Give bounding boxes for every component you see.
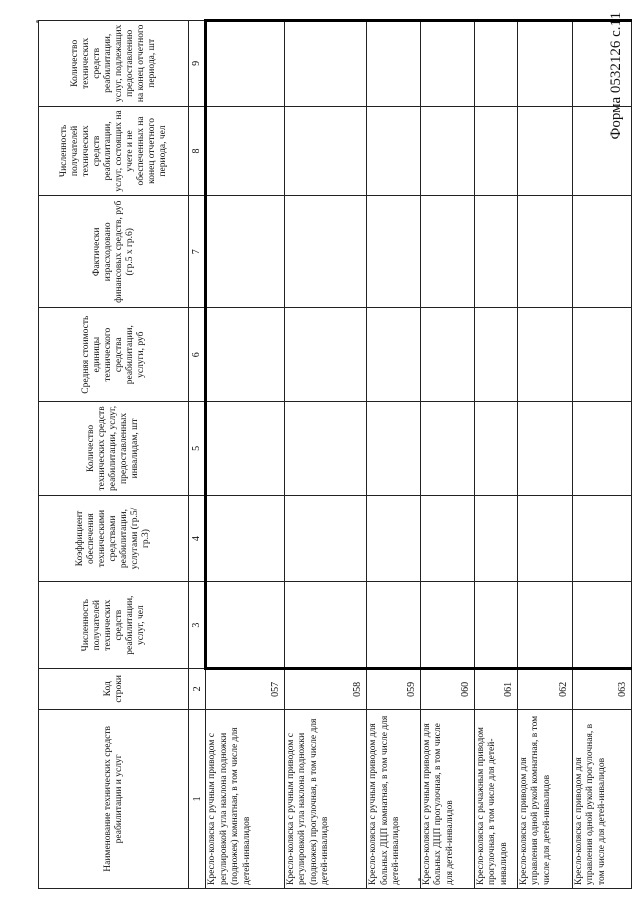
table-row [420,21,474,889]
column-number: 8 [189,106,206,196]
header-code: Код строки [39,668,189,709]
header-unserved: Численность получателей технических средств реабилитации, услуг, состоящих на учете и не обеспеченных на конец отчетного периода, чел [39,106,189,196]
data-cell[interactable] [474,495,517,582]
column-number: 6 [189,308,206,402]
data-cell[interactable] [206,582,285,669]
row-code: 060 [420,668,474,709]
row-name: Кресло-коляска с ручным приводом для больных ДЦП комнатная, в том числе для детей-инвалидов [367,709,421,888]
row-name: Кресло-коляска с ручным приводом для больных ДЦП прогулочная, в том числе для детей-инвалидов [420,709,474,888]
data-cell[interactable] [284,582,366,669]
data-cell[interactable] [420,495,474,582]
data-cell[interactable] [572,582,632,669]
row-name: Кресло-коляска с рычажным приводом прогулочная, в том числе для детей-инвалидов [474,709,517,888]
row-name: Кресло-коляска с приводом для управления одной рукой комнатная, в том числе для детей-инвалидов [517,709,572,888]
data-cell[interactable] [420,582,474,669]
data-cell[interactable] [367,196,421,308]
row-code: 062 [517,668,572,709]
data-cell[interactable] [517,106,572,196]
data-cell[interactable] [517,21,572,107]
data-cell[interactable] [367,582,421,669]
data-cell[interactable] [474,21,517,107]
row-name: Кресло-коляска с ручным приводом с регулировкой угла наклона подножки (подножек) прогулочная, в том числе для детей-инвалидов [284,709,366,888]
table-row [284,21,366,889]
data-cell[interactable] [284,495,366,582]
data-cell[interactable] [474,106,517,196]
row-code: 057 [206,668,285,709]
data-cell[interactable] [517,402,572,496]
data-cell[interactable] [284,106,366,196]
data-cell[interactable] [420,308,474,402]
data-cell[interactable] [420,196,474,308]
report-table [38,19,632,889]
column-number: 2 [189,668,206,709]
header-quantity: Количество технических средств реабилитации, услуг, предоставленных инвалидам, шт [39,402,189,496]
data-cell[interactable] [517,196,572,308]
data-cell[interactable] [284,308,366,402]
row-name: Кресло-коляска с приводом для управления одной рукой прогулочная, в том числе для детей-инвалидов [572,709,632,888]
row-code: 061 [474,668,517,709]
data-cell[interactable] [474,196,517,308]
data-cell[interactable] [206,495,285,582]
data-cell[interactable] [474,308,517,402]
header-to-provide: Количество технических средств реабилитации, услуг, подлежащих предоставлению на конец отчетного периода, шт [39,21,189,107]
header-unit-cost: Средняя стоимость единицы технического средства реабилитации, услуги, руб [39,308,189,402]
data-cell[interactable] [572,196,632,308]
data-cell[interactable] [572,308,632,402]
data-cell[interactable] [420,402,474,496]
data-cell[interactable] [517,582,572,669]
column-number: 4 [189,495,206,582]
data-cell[interactable] [367,106,421,196]
table-row [517,21,572,889]
data-cell[interactable] [420,106,474,196]
data-cell[interactable] [206,402,285,496]
rotated-table-container [38,19,632,889]
data-cell[interactable] [572,402,632,496]
header-row [39,21,189,889]
table-row [206,21,285,889]
data-cell[interactable] [367,308,421,402]
row-code: 059 [367,668,421,709]
data-cell[interactable] [420,21,474,107]
data-cell[interactable] [206,308,285,402]
column-number: 1 [189,709,206,888]
row-name: Кресло-коляска с ручным приводом с регулировкой угла наклона подножки (подножек) комнатная, в том числе для детей-инвалидов [206,709,285,888]
table-row [367,21,421,889]
row-code: 063 [572,668,632,709]
form-number-text: Форма 0532126 с.11 [608,12,624,140]
header-coefficient: Коэффициент обеспечения техническими средствами реабилитации, услугами (гр.5/гр.3) [39,495,189,582]
data-cell[interactable] [572,495,632,582]
data-cell[interactable] [284,21,366,107]
data-cell[interactable] [517,495,572,582]
data-cell[interactable] [367,21,421,107]
data-cell[interactable] [572,21,632,107]
data-cell[interactable] [367,495,421,582]
data-cell[interactable] [474,402,517,496]
table-row [572,21,632,889]
data-cell[interactable] [206,196,285,308]
column-number: 3 [189,582,206,669]
data-cell[interactable] [474,582,517,669]
column-number-row [189,21,206,889]
data-cell[interactable] [206,21,285,107]
data-cell[interactable] [367,402,421,496]
row-code: 058 [284,668,366,709]
header-spent: Фактически израсходовано финансовых средств, руб (гр.5 х гр.6) [39,196,189,308]
column-number: 9 [189,21,206,107]
data-cell[interactable] [572,106,632,196]
column-number: 7 [189,196,206,308]
data-cell[interactable] [284,196,366,308]
data-cell[interactable] [284,402,366,496]
data-cell[interactable] [206,106,285,196]
table-row [474,21,517,889]
header-name: Наименование технических средств реабилитации и услуг [39,709,189,888]
column-number: 5 [189,402,206,496]
header-recipients: Численность получателей технических средств реабилитации, услуг, чел [39,582,189,669]
data-cell[interactable] [517,308,572,402]
